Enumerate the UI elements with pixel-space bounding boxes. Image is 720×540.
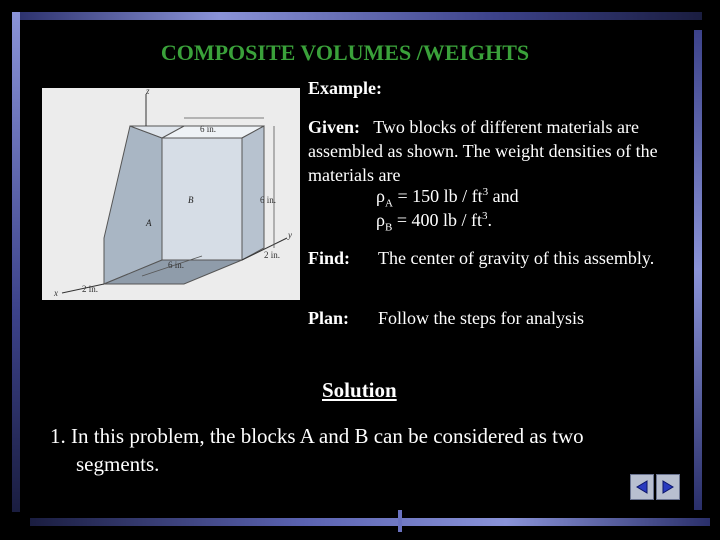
find-text: The center of gravity of this assembly. xyxy=(378,248,655,268)
top-dim-label: 6 in. xyxy=(200,124,217,134)
density-a-tail: and xyxy=(488,186,519,206)
solution-heading: Solution xyxy=(322,378,397,402)
solution-step-1 xyxy=(50,422,690,478)
density-a-equation xyxy=(376,186,519,210)
frame-right-bar xyxy=(694,30,702,510)
rho-subscript: B xyxy=(384,221,393,234)
block-a-label: A xyxy=(146,218,152,228)
height-dim-label: 6 in. xyxy=(260,195,277,205)
block-b-side xyxy=(242,126,264,260)
frame-bottom-bar xyxy=(30,518,710,526)
plan-label: Plan: xyxy=(308,308,350,328)
y-label: y xyxy=(288,230,292,240)
rho-subscript: A xyxy=(384,197,393,210)
back-button[interactable] xyxy=(630,474,654,500)
slide-title: COMPOSITE VOLUMES /WEIGHTS xyxy=(160,40,530,65)
density-b-tail: . xyxy=(487,210,492,230)
block-b-front xyxy=(162,138,242,260)
density-a-value: = 150 lb / ft xyxy=(392,186,483,206)
forward-button[interactable] xyxy=(656,474,680,500)
frame-left-bar xyxy=(12,12,20,512)
plan-text: Follow the steps for analysis xyxy=(378,308,584,328)
block-b-label: B xyxy=(188,195,194,205)
given-text: Two blocks of different materials are assembled as shown. The weight densities of the materials are xyxy=(308,117,658,185)
frame-bottom-tick xyxy=(398,510,402,532)
density-b-value: = 400 lb / ft xyxy=(392,210,482,230)
forward-arrow-icon xyxy=(660,479,676,495)
frame-top-bar xyxy=(12,12,702,20)
x-label: x xyxy=(54,288,58,298)
unit-exponent: 3 xyxy=(482,186,489,198)
given-label: Given: xyxy=(308,117,360,137)
example-label: Example: xyxy=(308,78,382,98)
unit-exponent: 3 xyxy=(481,210,488,222)
step-1-line-1: 1. In this problem, the blocks A and B can be considered as two xyxy=(50,424,584,448)
density-b-equation xyxy=(376,210,492,234)
given-paragraph xyxy=(308,115,668,187)
blocks-diagram xyxy=(42,88,300,300)
step-1-line-2: segments. xyxy=(76,452,160,476)
find-label: Find: xyxy=(308,248,351,268)
back-arrow-icon xyxy=(634,479,650,495)
depth-dim-label: 2 in. xyxy=(264,250,281,260)
bottom-dim-label: 2 in. xyxy=(82,284,99,294)
composite-blocks-figure xyxy=(42,88,300,300)
rho-symbol: ρ xyxy=(376,210,385,230)
base-dim-label: 6 in. xyxy=(168,260,185,270)
rho-symbol: ρ xyxy=(376,186,385,206)
slide-navigation xyxy=(630,474,680,500)
z-label: z xyxy=(146,88,150,96)
